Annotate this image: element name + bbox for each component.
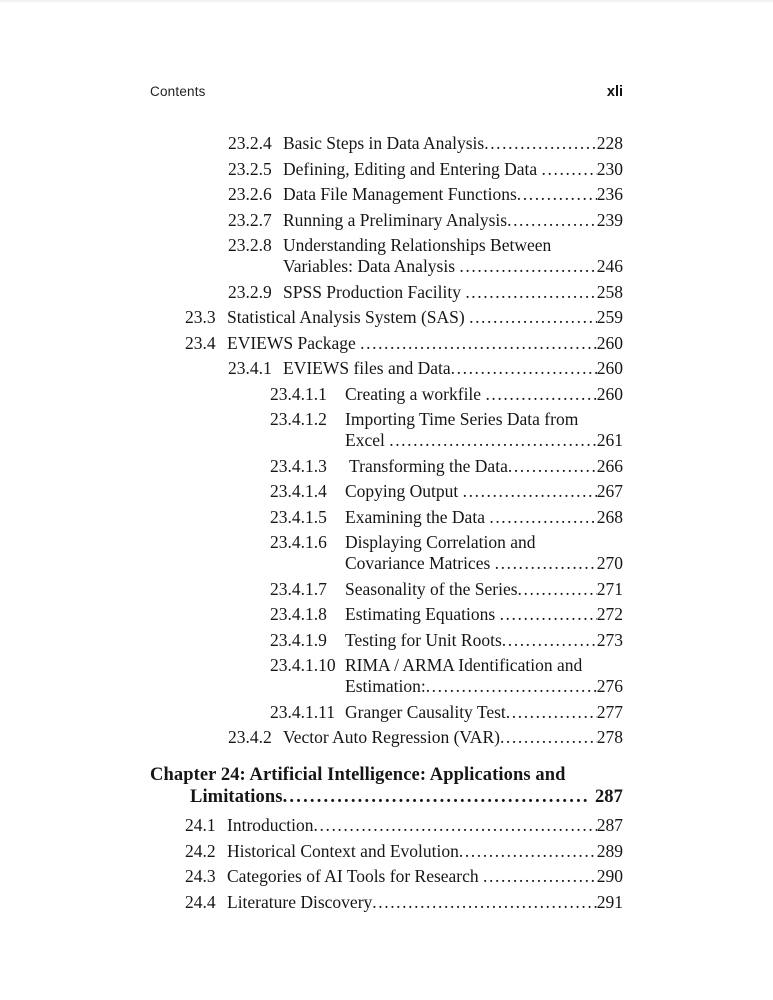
toc-entry-title: EVIEWS files and Data (283, 358, 451, 378)
toc-entry-body (345, 409, 623, 451)
toc-entry-line (345, 384, 623, 405)
toc-entry-body (345, 579, 623, 600)
toc-entry-page: 287 (596, 815, 623, 835)
toc-entry-number: 23.4 (185, 332, 216, 353)
running-header (150, 84, 623, 100)
toc-entry (150, 481, 623, 502)
dot-leader (465, 282, 596, 303)
toc-entry-page: 287 (594, 787, 623, 807)
dot-leader (508, 456, 597, 477)
toc-entry-page: 268 (596, 506, 623, 527)
dot-leader (502, 630, 597, 651)
toc-entry-page: 261 (596, 430, 623, 450)
toc-entry-title: Estimation: (345, 676, 426, 696)
toc-entry-title: Introduction (227, 815, 314, 835)
toc-entry-number: 23.2.8 (228, 235, 272, 255)
toc-entry-title: Covariance Matrices (345, 553, 495, 573)
toc-entry (150, 210, 623, 231)
dot-leader (283, 786, 588, 808)
toc-entry-body (283, 133, 623, 154)
dot-leader (459, 841, 597, 862)
toc-entry (150, 604, 623, 625)
toc-entry-body (283, 727, 623, 748)
toc-entry (150, 764, 623, 808)
toc-entry (150, 841, 623, 862)
running-header-title: Contents (150, 84, 206, 99)
toc-entry (150, 184, 623, 205)
toc-entry-line (227, 866, 623, 887)
toc-entry-page: 273 (596, 629, 623, 650)
toc-entry-line (227, 307, 623, 328)
dot-leader (451, 358, 597, 379)
toc-entry-line (283, 133, 623, 154)
dot-leader (360, 333, 597, 354)
toc-entry-number: 23.4.2 (228, 727, 272, 747)
toc-entry-page: 260 (596, 358, 623, 378)
dot-leader (469, 307, 597, 328)
dot-leader (517, 184, 597, 205)
dot-leader (485, 384, 596, 405)
dot-leader (507, 210, 597, 231)
toc-entry-page: 271 (596, 578, 623, 599)
toc-entry (150, 358, 623, 379)
toc-entry-page: 260 (596, 332, 623, 353)
toc-entry-page: 246 (596, 256, 623, 276)
toc-entry-body (227, 815, 623, 836)
toc-entry-line (283, 727, 623, 748)
toc-entry-page: 278 (596, 727, 623, 747)
toc-entry (150, 866, 623, 887)
toc-entry-number: 23.2.7 (228, 209, 272, 230)
toc-entry-line (283, 358, 623, 379)
dot-leader (500, 604, 597, 625)
toc-entry-number: 23.4.1.3 (270, 455, 327, 476)
toc-entry-title: Defining, Editing and Entering Data (283, 158, 542, 179)
toc-entry-number: 24.1 (185, 815, 216, 835)
toc-entry-body (345, 630, 623, 651)
toc-entry-number: 24.2 (185, 840, 216, 861)
toc-entry (150, 655, 623, 697)
toc-entry (150, 579, 623, 600)
toc-entry-page: 289 (596, 840, 623, 861)
toc-entry-title: Historical Context and Evolution (227, 840, 459, 861)
toc-entry-line (345, 604, 623, 625)
toc-entry-number: 23.2.5 (228, 158, 272, 179)
toc-entry-line (345, 702, 623, 723)
toc-entry-body (345, 507, 623, 528)
toc-entry (150, 133, 623, 154)
toc-entry (150, 727, 623, 748)
table-of-contents (150, 133, 623, 913)
scan-top-edge (0, 0, 773, 3)
toc-entry-page: 258 (596, 281, 623, 302)
toc-entry-title: Chapter 24: Artificial Intelligence: Applications and (150, 765, 566, 785)
toc-entry (150, 507, 623, 528)
toc-entry (150, 307, 623, 328)
toc-entry-line (283, 159, 623, 180)
toc-entry-line (345, 630, 623, 651)
toc-entry-line (345, 553, 623, 574)
toc-entry-page: 259 (596, 307, 623, 327)
toc-entry-body (283, 282, 623, 303)
toc-entry (150, 333, 623, 354)
toc-entry-number: 23.4.1.9 (270, 629, 327, 650)
toc-entry (150, 235, 623, 277)
toc-entry-title: Copying Output (345, 481, 463, 501)
toc-entry-body (283, 235, 623, 277)
toc-entry-line (227, 892, 623, 913)
toc-entry-body (345, 481, 623, 502)
toc-entry-body (283, 358, 623, 379)
toc-entry-number: 24.3 (185, 866, 216, 886)
toc-entry-page: 267 (596, 481, 623, 501)
dot-leader (506, 702, 597, 723)
toc-entry (150, 456, 623, 477)
toc-entry-page: 236 (596, 184, 623, 204)
dot-leader (314, 815, 597, 836)
toc-entry-title: Transforming the Data (345, 455, 508, 476)
toc-entry (150, 815, 623, 836)
toc-entry-title: Estimating Equations (345, 604, 500, 624)
dot-leader (489, 507, 596, 528)
toc-entry-page: 270 (596, 553, 623, 573)
toc-entry-body (345, 456, 623, 477)
toc-entry-title: Variables: Data Analysis (283, 256, 460, 276)
toc-entry-title: Running a Preliminary Analysis (283, 209, 508, 230)
dot-leader (389, 430, 597, 451)
dot-leader (426, 676, 597, 697)
toc-entry-page: 239 (596, 209, 623, 230)
toc-entry-title: Limitations (190, 787, 283, 807)
toc-entry-line (283, 256, 623, 277)
toc-entry-line (227, 815, 623, 836)
toc-entry-page: 260 (596, 383, 623, 404)
toc-entry (150, 409, 623, 451)
toc-entry-title: Displaying Correlation and (345, 532, 536, 552)
toc-entry-body (227, 307, 623, 328)
toc-entry-title: SPSS Production Facility (283, 281, 466, 302)
toc-entry-page: 272 (596, 604, 623, 624)
toc-entry-title: Understanding Relationships Between (283, 235, 552, 255)
toc-entry-title: Examining the Data (345, 506, 490, 527)
toc-entry-title: RIMA / ARMA Identification and (345, 655, 583, 675)
toc-entry-number: 23.2.6 (228, 184, 272, 204)
toc-entry-body (283, 159, 623, 180)
toc-entry-line (345, 481, 623, 502)
dot-leader (500, 727, 597, 748)
toc-entry-title: EVIEWS Package (227, 332, 361, 353)
dot-leader (542, 159, 597, 180)
toc-entry-line (345, 676, 623, 697)
toc-entry-number: 24.4 (185, 891, 216, 912)
toc-entry-page: 266 (596, 455, 623, 476)
toc-entry-body (345, 655, 623, 697)
toc-entry-number: 23.4.1.2 (270, 409, 327, 429)
dot-leader (463, 481, 597, 502)
toc-entry (150, 532, 623, 574)
dot-leader (518, 579, 597, 600)
toc-entry-title: Creating a workfile (345, 383, 486, 404)
toc-entry-body (227, 866, 623, 887)
toc-entry-page: 230 (596, 158, 623, 179)
toc-entry-line (345, 507, 623, 528)
toc-entry (150, 630, 623, 651)
toc-entry-title: Statistical Analysis System (SAS) (227, 307, 470, 327)
toc-entry-number: 23.4.1.11 (270, 701, 335, 722)
toc-entry (150, 892, 623, 913)
toc-entry-body (345, 384, 623, 405)
toc-entry-title: Excel (345, 430, 390, 450)
toc-entry-title: Testing for Unit Roots (345, 629, 502, 650)
dot-leader (483, 866, 597, 887)
toc-entry-page: 290 (596, 866, 623, 886)
dot-leader (459, 256, 596, 277)
toc-entry-body (227, 841, 623, 862)
toc-entry-body (283, 210, 623, 231)
toc-entry-title: Importing Time Series Data from (345, 409, 579, 429)
toc-entry-body (283, 184, 623, 205)
toc-entry-number: 23.2.4 (228, 133, 272, 153)
toc-entry-number: 23.4.1.1 (270, 383, 327, 404)
toc-entry-page: 277 (596, 701, 623, 722)
toc-entry-title: Categories of AI Tools for Research (227, 866, 484, 886)
toc-entry-line (283, 184, 623, 205)
toc-entry-line (345, 456, 623, 477)
toc-entry-number: 23.4.1.5 (270, 506, 327, 527)
dot-leader (372, 892, 596, 913)
toc-entry-page: 291 (596, 891, 623, 912)
toc-entry-body (150, 764, 623, 808)
toc-entry-body (227, 333, 623, 354)
page-number-roman: xli (606, 84, 623, 100)
toc-entry-number: 23.4.1.6 (270, 532, 327, 552)
toc-entry-line (227, 841, 623, 862)
toc-entry-body (345, 532, 623, 574)
toc-entry-line (283, 282, 623, 303)
toc-entry-line (227, 333, 623, 354)
toc-entry-line (283, 210, 623, 231)
toc-entry-number: 23.4.1 (228, 358, 272, 378)
toc-entry-line (150, 786, 623, 808)
toc-entry-number: 23.4.1.8 (270, 604, 327, 624)
toc-entry-page: 276 (596, 676, 623, 696)
toc-entry (150, 282, 623, 303)
dot-leader (484, 133, 597, 154)
toc-entry-number: 23.4.1.7 (270, 578, 327, 599)
toc-entry (150, 384, 623, 405)
toc-entry-body (345, 702, 623, 723)
toc-entry (150, 159, 623, 180)
toc-entry-title: Data File Management Functions (283, 184, 517, 204)
toc-entry (150, 702, 623, 723)
toc-entry-body (227, 892, 623, 913)
toc-entry-page: 228 (596, 133, 623, 153)
dot-leader (495, 553, 597, 574)
toc-entry-line (345, 430, 623, 451)
toc-entry-title: Seasonality of the Series (345, 578, 518, 599)
toc-entry-body (345, 604, 623, 625)
toc-entry-title: Granger Causality Test (345, 701, 506, 722)
toc-entry-number: 23.4.1.4 (270, 481, 327, 501)
toc-entry-line (345, 579, 623, 600)
toc-entry-title: Vector Auto Regression (VAR) (283, 727, 500, 747)
toc-entry-title: Basic Steps in Data Analysis (283, 133, 485, 153)
toc-entry-number: 23.4.1.10 (270, 655, 336, 675)
toc-entry-number: 23.2.9 (228, 281, 272, 302)
toc-entry-number: 23.3 (185, 307, 216, 327)
toc-entry-title: Literature Discovery (227, 891, 373, 912)
